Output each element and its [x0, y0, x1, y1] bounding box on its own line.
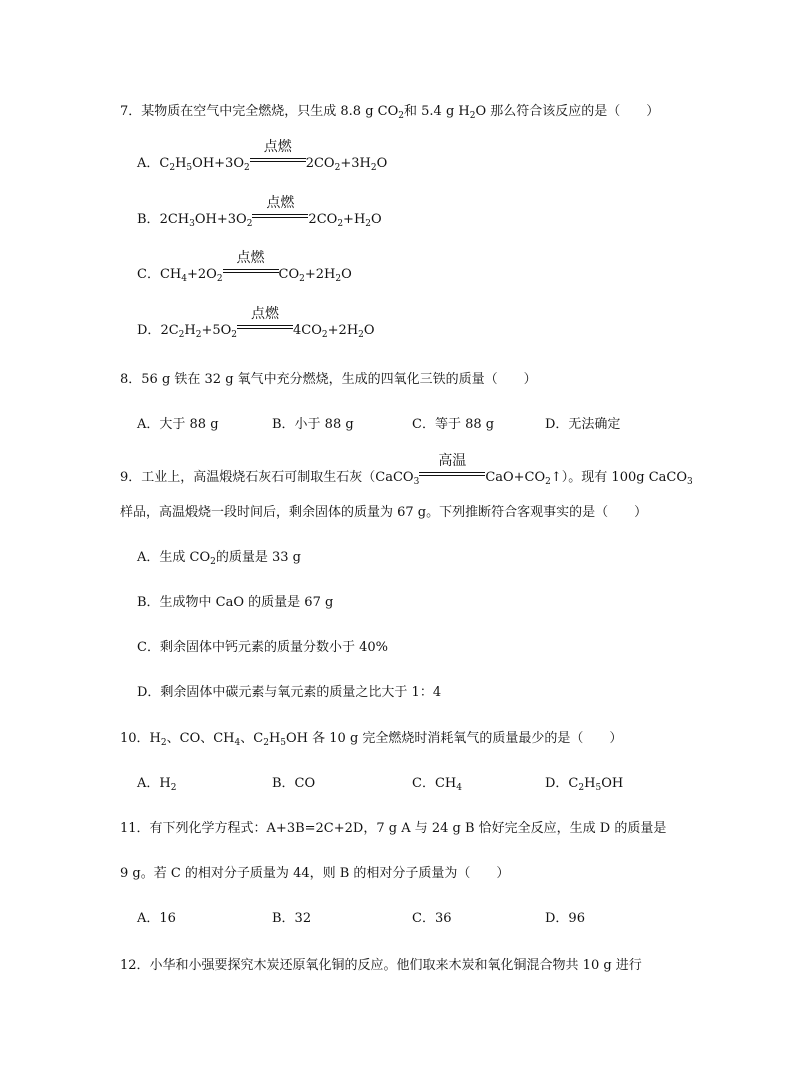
reaction-condition: 点燃 — [237, 320, 293, 334]
reaction-condition: 点燃 — [250, 153, 306, 167]
q8-option-a[interactable]: A．大于 88 g — [137, 417, 219, 432]
q10-stem: 10．$H_2$、CO、$CH_4$、$C_2H_5OH$ 各 10 g 完全燃烧时消耗氧气的质量最少的是（ ） — [120, 731, 623, 748]
q8-stem: 8．56 g 铁在 32 g 氧气中充分燃烧，生成的四氧化三铁的质量（ ） — [120, 372, 537, 387]
reaction-condition: 点燃 — [223, 264, 279, 278]
q11-option-a[interactable]: A．16 — [137, 911, 176, 926]
q8-option-b[interactable]: B．小于 88 g — [272, 417, 354, 432]
q12-stem: 12．小华和小强要探究木炭还原氧化铜的反应。他们取来木炭和氧化铜混合物共 10 g 进行 — [120, 958, 642, 973]
q7-option-d[interactable]: D．$2C_2H_2+5O_2$ 点燃 $4CO_2+2H_2O$ — [137, 306, 375, 340]
q10-option-c[interactable]: C．$CH_4$ — [412, 776, 462, 793]
q7-option-c[interactable]: C．$CH_4+2O_2$ 点燃 $CO_2+2H_2O$ — [137, 250, 352, 284]
q10-option-a[interactable]: A．$H_2$ — [137, 776, 177, 793]
q11-stem-line2: 9 g。若 C 的相对分子质量为 44，则 B 的相对分子质量为（ ） — [120, 866, 510, 881]
q8-option-c[interactable]: C．等于 88 g — [412, 417, 495, 432]
q10-option-d[interactable]: D．$C_2H_5OH$ — [545, 776, 624, 793]
q9-stem-line2: 样品，高温煅烧一段时间后，剩余固体的质量为 67 g。下列推断符合客观事实的是（ ） — [120, 505, 648, 520]
q7-option-a[interactable]: A．$C_2H_5OH+3O_2$ 点燃 $2CO_2+3H_2O$ — [137, 139, 388, 173]
q9-option-d[interactable]: D．剩余固体中碳元素与氧元素的质量之比大于 1：4 — [137, 685, 442, 700]
q11-stem: 11．有下列化学方程式：A+3B=2C+2D，7 g A 与 24 g B 恰好完全反应，生成 D 的质量是 — [120, 821, 667, 836]
q7-stem: 7．某物质在空气中完全燃烧，只生成 8.8 g $CO_2$和 5.4 g $H_2O$ 那么符合该反应的是（ ） — [120, 104, 660, 121]
q9-stem: 9．工业上，高温煅烧石灰石可制取生石灰（CaCO$_3$ 高温 $CaO+CO_2↑$）。现有 100g CaCO$_3$ — [120, 453, 693, 487]
q10-option-b[interactable]: B．CO — [272, 776, 316, 791]
q7-option-b[interactable]: B．$2CH_3OH+3O_2$ 点燃 $2CO_2+H_2O$ — [137, 195, 382, 229]
reaction-condition: 高温 — [419, 467, 485, 481]
q9-option-c[interactable]: C．剩余固体中钙元素的质量分数小于 40% — [137, 640, 388, 655]
q11-option-b[interactable]: B．32 — [272, 911, 312, 926]
q8-option-d[interactable]: D．无法确定 — [545, 417, 621, 432]
q11-option-c[interactable]: C．36 — [412, 911, 452, 926]
q11-option-d[interactable]: D．96 — [545, 911, 585, 926]
q9-option-b[interactable]: B．生成物中 CaO 的质量是 67 g — [137, 595, 334, 610]
reaction-condition: 点燃 — [252, 209, 308, 223]
q9-option-a[interactable]: A．生成 $CO_2$的质量是 33 g — [137, 550, 302, 567]
